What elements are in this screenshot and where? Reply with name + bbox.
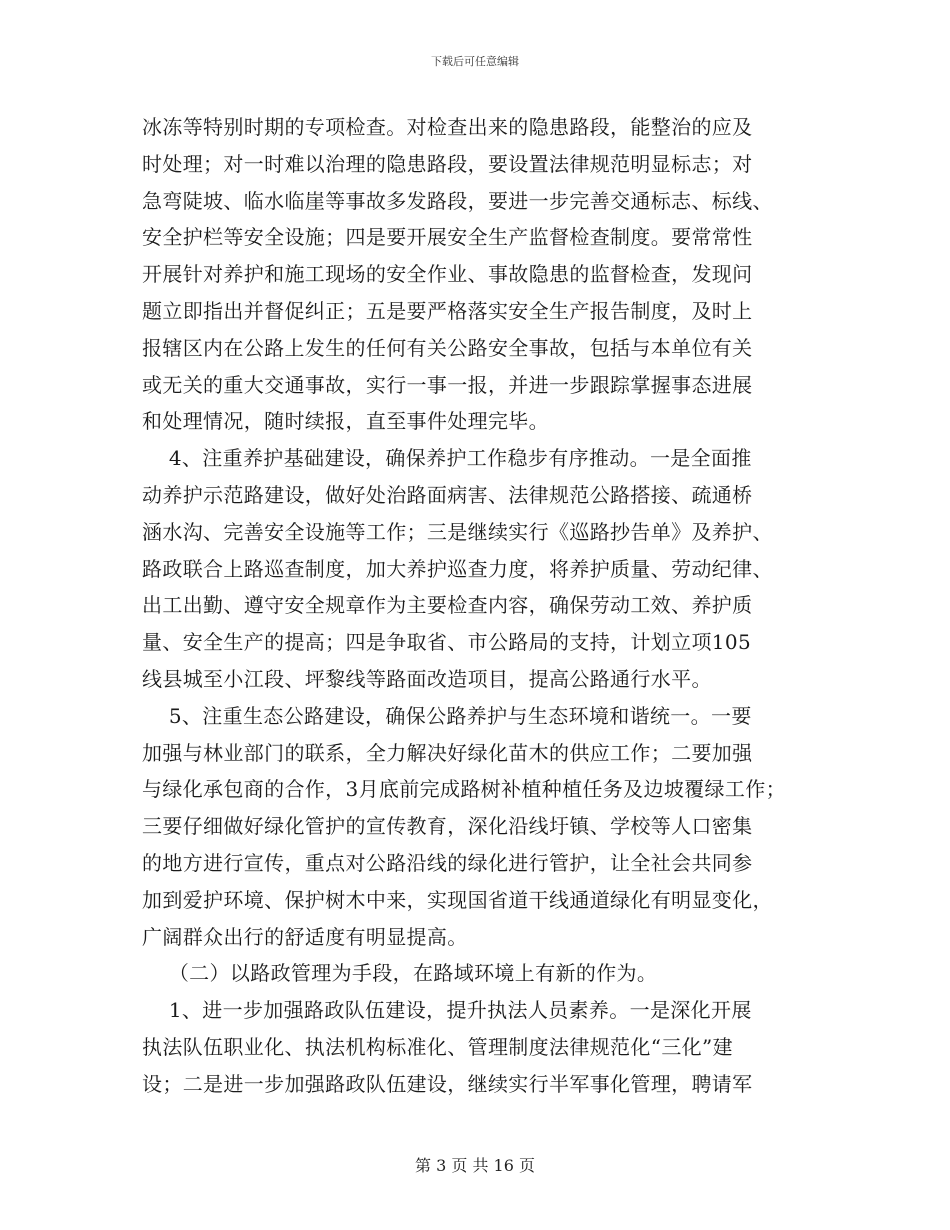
text-line: 三要仔细做好绿化管护的宣传教育，深化沿线圩镇、学校等人口密集 bbox=[142, 814, 753, 839]
text-line: 与绿化承包商的合作，3月底前完成路树补植种植任务及边坡覆绿工作； bbox=[142, 777, 786, 802]
text-line: 出工出勤、遵守安全规章作为主要检查内容，确保劳动工效、养护质 bbox=[142, 593, 753, 618]
text-line: 时处理；对一时难以治理的隐患路段，要设置法律规范明显标志；对 bbox=[142, 151, 753, 176]
text-line: 广阔群众出行的舒适度有明显提高。 bbox=[142, 924, 468, 949]
text-line: 涵水沟、完善安全设施等工作；三是继续实行《巡路抄告单》及养护、 bbox=[142, 519, 773, 544]
text-line: 量、安全生产的提高；四是争取省、市公路局的支持，计划立项105 bbox=[142, 630, 752, 655]
text-line: 急弯陡坡、临水临崖等事故多发路段，要进一步完善交通标志、标线、 bbox=[142, 188, 773, 213]
text-line: 4、注重养护基础建设，确保养护工作稳步有序推动。一是全面推 bbox=[142, 446, 752, 471]
text-line: 和处理情况，随时续报，直至事件处理完毕。 bbox=[142, 409, 549, 434]
text-line: 1、进一步加强路政队伍建设，提升执法人员素养。一是深化开展 bbox=[142, 998, 752, 1023]
text-line: 或无关的重大交通事故，实行一事一报，并进一步跟踪掌握事态进展 bbox=[142, 372, 753, 397]
text-line: 题立即指出并督促纠正；五是要严格落实安全生产报告制度，及时上 bbox=[142, 298, 753, 323]
text-line: 冰冻等特别时期的专项检查。对检查出来的隐患路段，能整治的应及 bbox=[142, 115, 753, 139]
text-line: 报辖区内在公路上发生的任何有关公路安全事故，包括与本单位有关 bbox=[142, 335, 753, 360]
body-text bbox=[142, 109, 812, 1103]
text-line: 动养护示范路建设，做好处治路面病害、法律规范公路搭接、疏通桥 bbox=[142, 482, 753, 507]
text-line: 执法队伍职业化、执法机构标准化、管理制度法律规范化“三化”建 bbox=[142, 1034, 733, 1059]
text-line: 路政联合上路巡查制度，加大养护巡查力度，将养护质量、劳动纪律、 bbox=[142, 556, 773, 581]
text-line: 加强与林业部门的联系，全力解决好绿化苗木的供应工作；二要加强 bbox=[142, 740, 753, 765]
text-line: 5、注重生态公路建设，确保公路养护与生态环境和谐统一。一要 bbox=[142, 703, 752, 728]
text-line: 加到爱护环境、保护树木中来，实现国省道干线通道绿化有明显变化， bbox=[142, 887, 773, 912]
text-line: 安全护栏等安全设施；四是要开展安全生产监督检查制度。要常常性 bbox=[142, 225, 753, 250]
page-footer: 第 3 页 共 16 页 bbox=[415, 1156, 535, 1175]
text-line: 设；二是进一步加强路政队伍建设，继续实行半军事化管理，聘请军 bbox=[142, 1071, 753, 1096]
text-line: 开展针对养护和施工现场的安全作业、事故隐患的监督检查，发现问 bbox=[142, 262, 753, 287]
text-line: （二）以路政管理为手段，在路域环境上有新的作为。 bbox=[142, 961, 658, 986]
page-header: 下载后可任意编辑 bbox=[431, 55, 519, 68]
text-line: 线县城至小江段、坪黎线等路面改造项目，提高公路通行水平。 bbox=[142, 666, 712, 691]
text-line: 的地方进行宣传，重点对公路沿线的绿化进行管护，让全社会共同参 bbox=[142, 850, 753, 875]
